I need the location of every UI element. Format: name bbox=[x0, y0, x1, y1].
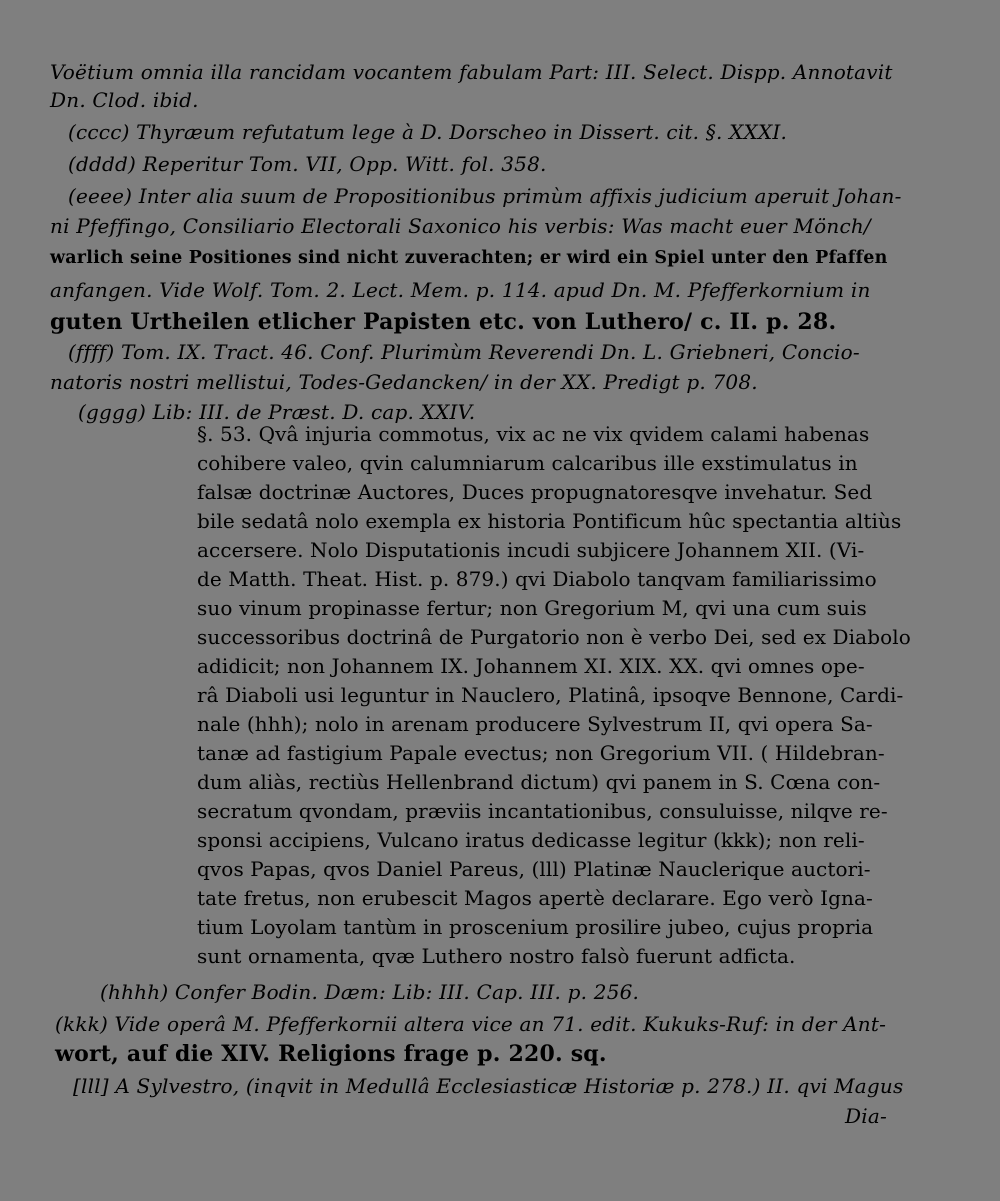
quote-line: successoribus doctrinâ de Purgatorio non è verbo Dei, sed ex Diabolo bbox=[197, 625, 911, 649]
footnote-gggg: (gggg) Lib: III. de Præst. D. cap. XXIV. bbox=[78, 400, 476, 424]
quote-line: cohibere valeo, qvin calumniarum calcaribus ille exstimulatus in bbox=[197, 451, 858, 475]
quote-line: dum aliàs, rectiùs Hellenbrand dictum) qvi panem in S. Cœna con- bbox=[197, 770, 881, 794]
quote-line: tium Loyolam tantùm in proscenium prosilire jubeo, cujus propria bbox=[197, 915, 874, 939]
quote-line: secratum qvondam, præviis incantationibus, consuluisse, nilqve re- bbox=[197, 799, 888, 823]
quote-line: suo vinum propinasse fertur; non Gregorium M, qvi una cum suis bbox=[197, 596, 867, 620]
footnote-line: Dn. Clod. ibid. bbox=[50, 88, 199, 112]
footnote-line: warlich seine Positiones sind nicht zuverachten; er wird ein Spiel unter den Pfaffen bbox=[50, 248, 888, 268]
quote-line: nale (hhh); nolo in arenam producere Sylvestrum II, qvi opera Sa- bbox=[197, 712, 873, 736]
footnote-line: guten Urtheilen etlicher Papisten etc. von Luthero/ c. II. p. 28. bbox=[50, 309, 837, 335]
footnote-line: natoris nostri mellistui, Todes-Gedancken/ in der XX. Predigt p. 708. bbox=[50, 370, 758, 394]
quote-line: tanæ ad fastigium Papale evectus; non Gregorium VII. ( Hildebran- bbox=[197, 741, 885, 765]
footnote-hhhh: (hhhh) Confer Bodin. Dæm: Lib: III. Cap. III. p. 256. bbox=[100, 980, 640, 1004]
footnote-line: ni Pfeffingo, Consiliario Electorali Saxonico his verbis: Was macht euer Mönch/ bbox=[50, 214, 871, 238]
footnote-line: wort, auf die XIV. Religions frage p. 220. sq. bbox=[55, 1041, 607, 1067]
quote-line: sponsi accipiens, Vulcano iratus dedicasse legitur (kkk); non reli- bbox=[197, 828, 865, 852]
footnote-eeee: (eeee) Inter alia suum de Propositionibus primùm affixis judicium aperuit Johan- bbox=[68, 184, 902, 208]
quote-line: sunt ornamenta, qvæ Luthero nostro falsò fuerunt adficta. bbox=[197, 944, 796, 968]
footnote-ffff: (ffff) Tom. IX. Tract. 46. Conf. Plurimùm Reverendi Dn. L. Griebneri, Concio- bbox=[68, 340, 860, 364]
quote-line: falsæ doctrinæ Auctores, Duces propugnatoresqve invehatur. Sed bbox=[197, 480, 873, 504]
quote-line: qvos Papas, qvos Daniel Pareus, (lll) Platinæ Nauclerique auctori- bbox=[197, 857, 871, 881]
footnote-kkk: (kkk) Vide operâ M. Pfefferkornii altera vice an 71. edit. Kukuks-Ruf: in der Ant- bbox=[55, 1012, 887, 1036]
footnote-line: anfangen. Vide Wolf. Tom. 2. Lect. Mem. p. 114. apud Dn. M. Pfefferkornium in bbox=[50, 278, 871, 302]
quote-line: râ Diaboli usi leguntur in Nauclero, Platinâ, ipsoqve Bennone, Cardi- bbox=[197, 683, 904, 707]
quote-line: adidicit; non Johannem IX. Johannem XI. XIX. XX. qvi omnes ope- bbox=[197, 654, 865, 678]
footnote-lll: [lll] A Sylvestro, (inqvit in Medullâ Ecclesiasticæ Historiæ p. 278.) II. qvi Magus bbox=[73, 1074, 904, 1098]
footnote-dddd: (dddd) Reperitur Tom. VII, Opp. Witt. fol. 358. bbox=[68, 152, 547, 176]
quote-line: §. 53. Qvâ injuria commotus, vix ac ne vix qvidem calami habenas bbox=[197, 422, 870, 446]
footnote-cccc: (cccc) Thyræum refutatum lege à D. Dorscheo in Dissert. cit. §. XXXI. bbox=[68, 120, 788, 144]
quote-line: bile sedatâ nolo exempla ex historia Pontificum hûc spectantia altiùs bbox=[197, 509, 902, 533]
footnote-line: Voëtium omnia illa rancidam vocantem fabulam Part: III. Select. Dispp. Annotavit bbox=[50, 60, 893, 84]
catchword: Dia- bbox=[845, 1104, 887, 1128]
quote-line: accersere. Nolo Disputationis incudi subjicere Johannem XII. (Vi- bbox=[197, 538, 865, 562]
quote-line: tate fretus, non erubescit Magos apertè declarare. Ego verò Igna- bbox=[197, 886, 873, 910]
quote-line: de Matth. Theat. Hist. p. 879.) qvi Diabolo tanqvam familiarissimo bbox=[197, 567, 877, 591]
